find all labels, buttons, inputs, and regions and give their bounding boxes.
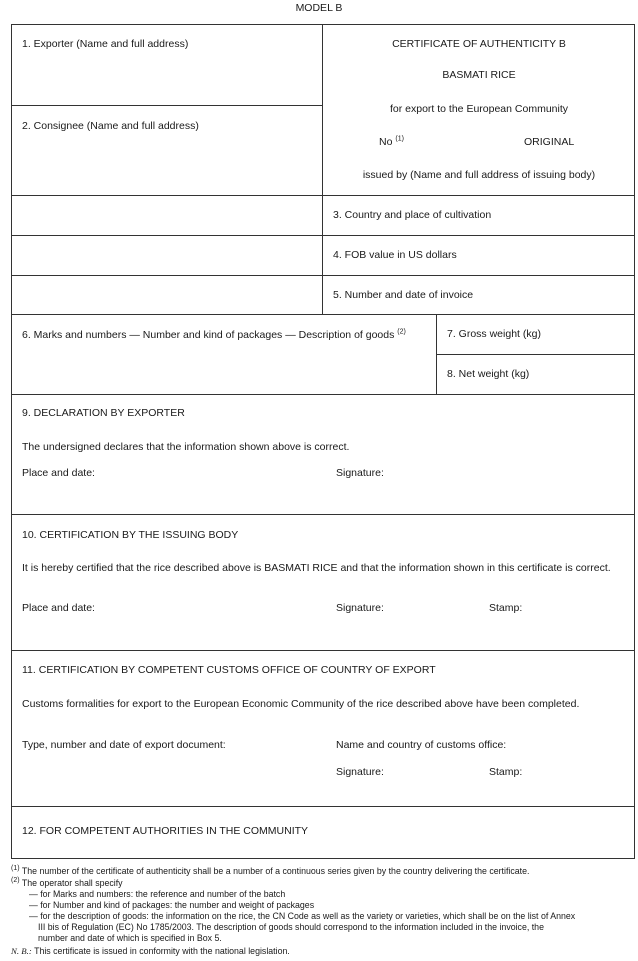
box4-fob-label: 4. FOB value in US dollars (333, 249, 457, 261)
box1-exporter-label: 1. Exporter (Name and full address) (22, 38, 189, 50)
rule-box5-bottom (11, 314, 635, 315)
box10-certification-text: It is hereby certified that the rice described above is BASMATI RICE and that the information shown in this certificate is correct. (22, 562, 611, 574)
product-name: BASMATI RICE (442, 69, 516, 81)
rule-box1-bottom (11, 105, 322, 106)
box10-signature-label: Signature: (336, 602, 384, 614)
box5-invoice-label: 5. Number and date of invoice (333, 289, 474, 301)
footnote-2-ref: (2) (11, 877, 20, 885)
box6-description-label (22, 328, 427, 342)
box9-place-date-label: Place and date: (22, 467, 95, 479)
footnote-ref-2: (2) (397, 328, 406, 336)
box11-export-document-label: Type, number and date of export document: (22, 739, 226, 751)
box10-title: 10. CERTIFICATION BY THE ISSUING BODY (22, 529, 239, 541)
footnote-2-item-description-1: — for the description of goods: the information on the rice, the CN Code as well as the variety or varieties, which shall be on the list of Annex (29, 911, 576, 921)
box12-title: 12. FOR COMPETENT AUTHORITIES IN THE COMMUNITY (22, 825, 309, 837)
footnote-ref-1: (1) (395, 135, 404, 143)
box3-country-label: 3. Country and place of cultivation (333, 209, 492, 221)
footnote-2-item-description-2: III bis of Regulation (EC) No 1785/2003. The description of goods should correspond to the information included in the invoice, the (38, 922, 544, 932)
nb-label: N. B.: (11, 946, 32, 956)
original-label: ORIGINAL (524, 136, 575, 148)
rule-box4-bottom (11, 275, 635, 276)
footnote-2 (11, 878, 123, 889)
rule-header-bottom (11, 195, 635, 196)
box8-net-weight-label: 8. Net weight (kg) (447, 368, 530, 380)
rule-box7-bottom (436, 354, 635, 355)
footnote-1 (11, 866, 529, 877)
box11-stamp-label: Stamp: (489, 766, 523, 778)
box9-signature-label: Signature: (336, 467, 384, 479)
box2-consignee-label: 2. Consignee (Name and full address) (22, 120, 199, 132)
nb-text: This certificate is issued in conformity with the national legislation. (34, 946, 290, 956)
rule-box10-bottom (11, 650, 635, 651)
footnote-2-text: The operator shall specify (21, 878, 123, 888)
rule-box9-bottom (11, 514, 635, 515)
footnote-2-item-packages: — for Number and kind of packages: the number and weight of packages (29, 900, 315, 910)
model-title: MODEL B (295, 2, 343, 14)
rule-box3-bottom (11, 235, 635, 236)
footnote-2-item-description-3: number and date of which is specified in Box 5. (38, 933, 222, 943)
rule-box6-bottom (11, 394, 635, 395)
certificate-title: CERTIFICATE OF AUTHENTICITY B (392, 38, 566, 50)
box11-customs-text: Customs formalities for export to the European Economic Community of the rice described above have been completed. (22, 698, 580, 710)
certificate-number-label (379, 136, 404, 149)
number-label: No (379, 136, 393, 148)
rule-box11-bottom (11, 806, 635, 807)
box6-text: 6. Marks and numbers — Number and kind of packages — Description of goods (22, 329, 395, 341)
box10-stamp-label: Stamp: (489, 602, 523, 614)
box7-gross-weight-label: 7. Gross weight (kg) (447, 328, 541, 340)
box10-place-date-label: Place and date: (22, 602, 95, 614)
box9-declaration-text: The undersigned declares that the information shown above is correct. (22, 441, 350, 453)
footnote-1-text: The number of the certificate of authenticity shall be a number of a continuous series given by the country delivering the certificate. (21, 866, 530, 876)
export-destination: for export to the European Community (389, 103, 568, 115)
footnote-1-ref: (1) (11, 865, 20, 873)
box11-title: 11. CERTIFICATION BY COMPETENT CUSTOMS OFFICE OF COUNTRY OF EXPORT (22, 664, 436, 676)
footnote-2-item-marks: — for Marks and numbers: the reference and number of the batch (29, 889, 286, 899)
box11-signature-label: Signature: (336, 766, 384, 778)
nb-note (11, 946, 290, 957)
box9-title: 9. DECLARATION BY EXPORTER (22, 407, 185, 419)
box11-customs-office-label: Name and country of customs office: (336, 739, 507, 751)
issued-by-label: issued by (Name and full address of issuing body) (362, 169, 596, 181)
